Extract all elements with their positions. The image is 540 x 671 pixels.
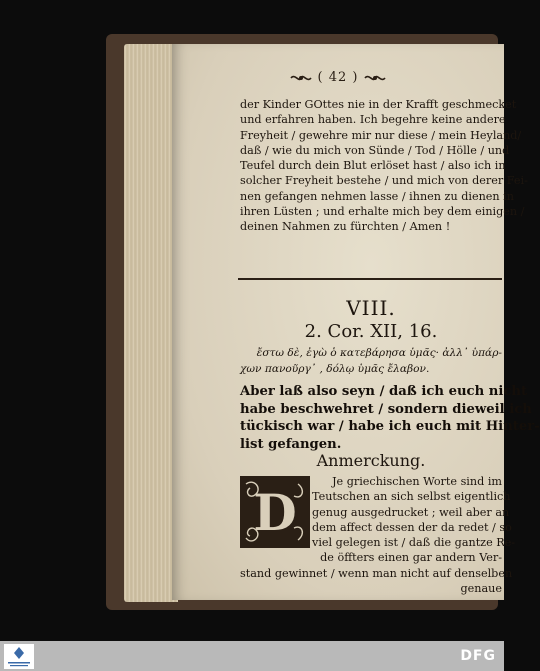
page-edges — [124, 44, 178, 602]
verse-line: habe beschwehret / sondern dieweil ich — [240, 401, 532, 417]
greek-line: χων πανοῦργ᾽ , δόλῳ ὑμᾶς ἔλαβον. — [240, 363, 430, 375]
verse-line: Aber laß also seyn / daß ich euch nicht — [240, 384, 528, 399]
dfg-logo[interactable]: DFG — [460, 648, 496, 664]
ornament-right-icon — [364, 73, 386, 83]
institution-logo[interactable] — [4, 644, 34, 669]
greek-line: ἔστω δὲ, ἐγὼ ὁ κατεβάρησα ὑμᾶς· ἀλλ᾽ ὑπάρ- — [256, 347, 502, 359]
text-line: Teufel durch dein Blut erlöset hast / also ich in — [240, 159, 506, 173]
verse-translation — [240, 383, 540, 453]
initial-letter: D — [253, 483, 297, 542]
greek-verse — [240, 345, 502, 377]
annotation-text — [240, 474, 516, 596]
book-page — [172, 44, 540, 600]
text-line: der Kinder GOttes nie in der Krafft geschmecket — [240, 98, 517, 111]
text-line: Freyheit / gewehre mir nur diese / mein Heyland/ — [240, 128, 522, 142]
verse-reference: 2. Cor. XII, 16. — [304, 321, 438, 342]
annotation-line: genug ausgedrucket ; weil aber an — [312, 505, 510, 519]
section-number: VIII. — [346, 296, 396, 320]
page-header — [172, 70, 504, 85]
annotation-heading: Anmerckung. — [316, 451, 426, 470]
text-line: daß / wie du mich von Sünde / Tod / Hölle / und — [240, 143, 510, 157]
viewer-footer — [0, 641, 504, 671]
annotation-line: Je griechischen Worte sind im — [332, 475, 502, 488]
text-line: deinen Nahmen zu fürchten / Amen ! — [240, 220, 451, 234]
annotation-line: Teutschen an sich selbst eigentlich — [312, 490, 511, 504]
annotation-line: stand gewinnet / wenn man nicht auf denselben — [240, 566, 513, 580]
annotation-line: viel gelegen ist / daß die gantze Re- — [312, 536, 516, 550]
prayer-text — [240, 97, 528, 235]
page-number: ( 42 ) — [317, 70, 359, 85]
text-line: und erfahren haben. Ich begehre keine andere — [240, 113, 506, 127]
text-line: solcher Freyheit bestehe / und mich von derer Fei- — [240, 174, 528, 188]
verse-line: list gefangen. — [240, 436, 342, 452]
annotation-line: de öffters einen gar andern Ver- — [320, 551, 502, 565]
section-divider — [238, 278, 502, 280]
text-line: nen gefangen nehmen lasse / ihnen zu dienen in — [240, 189, 514, 203]
verse-line: tückisch war / habe ich euch mit Hinter- — [240, 419, 540, 434]
text-line: ihren Lüsten ; und erhalte mich bey dem einigen / — [240, 205, 525, 219]
annotation-line: genaue — [460, 582, 502, 596]
annotation-line: dem affect dessen der da redet / so — [312, 520, 512, 534]
ornament-left-icon — [290, 73, 312, 83]
